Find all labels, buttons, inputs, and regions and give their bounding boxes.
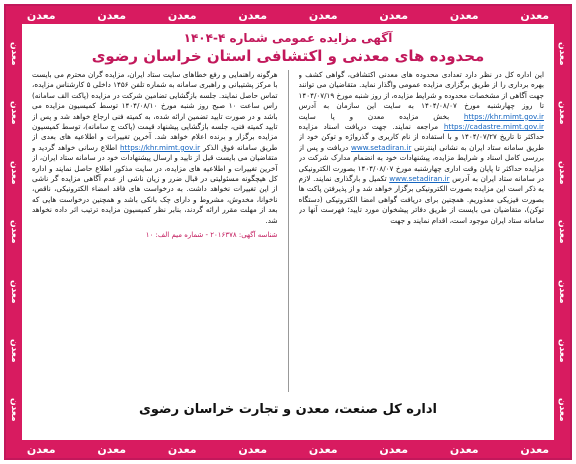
notice-subtitle: محدوده های معدنی و اکتشافی استان خراسان رضوی xyxy=(91,47,485,65)
paragraph: تکمیل و بارگذاری نمایند. لازم به ذکر است این مزایده بصورت الکترونیکی برگزار خواهد شد و از پذیرفتن پاکت ها بصورت فیزیکی معذوریم. همچنین برای دریافت گواهی امضا الکترونیکی (دستگاه توکن)، متقاضیان می بایست از طریق دفاتر پیشخوان مورد تایید؛ فهرست آنها در سامانه ستاد ایران موجود است، اقدام نمایند و جهت xyxy=(298,174,544,225)
setadiran-link[interactable]: www.setadiran.ir xyxy=(350,142,412,152)
banner-word: معدن xyxy=(9,101,19,125)
notice-id: شناسه آگهی: ۲۰۱۶۳۷۸ - شماره میم الف: ۱۰ xyxy=(145,231,278,240)
paragraph: دریافت و پس از بررسی کامل اسناد و شرایط مزایده، پیشنهادات خود به انضمام مدارک شرکت در مزایده حداکثر تا پایان وقت اداری چهارشنبه مورخ ۱۴۰۴/۰۸/۰۷ بصورت الکترونیکی در سامانه ستاد ایران به آدرس xyxy=(298,142,544,184)
right-banner xyxy=(554,24,570,440)
text-columns xyxy=(32,70,544,392)
banner-word: معدن xyxy=(26,442,56,456)
banner-word: معدن xyxy=(97,8,127,22)
banner-word: معدن xyxy=(449,8,479,22)
paragraph: بخش مزایده معدن و یا سایت xyxy=(298,111,450,121)
banner-word: معدن xyxy=(9,279,19,304)
banner-word: معدن xyxy=(557,220,567,244)
banner-word: معدن xyxy=(9,339,19,363)
setadiran-link[interactable]: www.setadiran.ir xyxy=(389,174,450,184)
banner-word: معدن xyxy=(449,442,479,456)
banner-word: معدن xyxy=(308,442,338,456)
banner-word: معدن xyxy=(520,442,550,456)
banner-word: معدن xyxy=(9,41,19,66)
banner-word: معدن xyxy=(9,398,19,423)
banner-word: معدن xyxy=(238,442,268,456)
cadastre-link[interactable]: https://cadastre.mimt.gov.ir xyxy=(443,122,544,132)
banner-word: معدن xyxy=(308,8,338,22)
notice-content xyxy=(22,24,554,440)
notice-title: آگهی مزایده عمومی شماره ۴-۱۴۰۴ xyxy=(183,31,393,45)
banner-word: معدن xyxy=(26,8,56,22)
khr-link[interactable]: https://khr.mimt.gov.ir xyxy=(120,142,201,152)
banner-word: معدن xyxy=(557,398,567,423)
banner-word: معدن xyxy=(379,8,409,22)
banner-word: معدن xyxy=(379,442,409,456)
banner-word: معدن xyxy=(557,41,567,66)
banner-word: معدن xyxy=(9,160,19,185)
top-banner xyxy=(6,6,570,24)
paragraph: این اداره کل در نظر دارد تعدادی محدوده های معدنی اکتشافی، گواهی کشف و بهره برداری را از طریق برگزاری مزایده عمومی واگذار نماید. متقاضیان می توانند جهت آگاهی از مشخصات محدوده و شرایط مزایده، از روز شنبه مورخ ۱۴۰۴/۰۷/۱۹ تا روز چهارشنبه مورخ ۱۴۰۴/۰۸/۰۷ به سایت این سازمان به آدرس xyxy=(298,70,544,111)
banner-word: معدن xyxy=(97,442,127,456)
banner-word: معدن xyxy=(557,279,567,304)
left-column xyxy=(32,70,278,392)
left-banner xyxy=(6,24,22,440)
notice-frame xyxy=(4,4,572,460)
paragraph: هرگونه راهنمایی و رفع خطاهای سایت ستاد ایران، مزایده گران محترم می بایست با مرکز پشتیبانی و راهبری سامانه به شماره تلفن ۱۴۵۶ داخلی ۵ کارشناس مزایده، تماس حاصل نمایند. جلسه بازگشایی تضامین شرکت در مزایده (پاکت الف سامانه) راس ساعت ۱۰ صبح روز شنبه مورخ ۱۴۰۴/۰۸/۱۰ توسط کمیسیون مزایده می باشد و در صورت تایید تضمین ارائه شده، به کمیته فنی ارجاع خواهد شد و پس از تایید کمیته فنی، جلسه بازگشایی پیشنهاد قیمت (پاکت ج سامانه)، توسط کمیسیون مزایده برگزار و برنده اعلام خواهد شد. آخرین تغییرات و اطلاعیه های بعدی از طریق سامانه فوق الذکر xyxy=(32,70,278,152)
organization-name: اداره کل صنعت، معدن و تجارت خراسان رضوی xyxy=(138,402,438,417)
paragraph: مراجعه نمایند. جهت دریافت اسناد مزایده حداکثر تا تاریخ ۱۴۰۴/۰۷/۲۷ و با استفاده از نام کاربری و گذرواژه و توکن خود از طریق سامانه ستاد ایران به نشانی اینترنتی xyxy=(298,122,544,152)
paragraph: اطلاع رسانی خواهد گردید و متقاضیان می بایست قبل از تایید و ارسال پیشنهادات خود در سامانه ستاد ایران، از آخرین تغییرات و اطلاعیه های مزایده، در سایت مذکور اطلاع حاصل نمایند و اداره کل هیچگونه مسئولیتی در قبال ضرر و زیان ناشی از عدم آگاهی مزایده گر ناشی از این تغییرات نخواهد داشت. به درخواست های فاقد امضاء الکترونیکی، ناقص، ناخوانا، مخدوش، مشروط و دارای چک بانکی باشد و همچنین درخواست هایی که بعد از مهلت مقرر ارائه گردند، بنابر نظر کمیسیون مزایده ترتیب اثر داده نخواهد شد. xyxy=(32,142,278,225)
bottom-banner xyxy=(6,440,570,458)
banner-word: معدن xyxy=(557,339,567,363)
khr-link[interactable]: https://khr.mimt.gov.ir xyxy=(463,111,544,121)
banner-word: معدن xyxy=(557,160,567,185)
banner-word: معدن xyxy=(9,220,19,244)
banner-word: معدن xyxy=(557,101,567,125)
right-column xyxy=(299,70,545,392)
banner-word: معدن xyxy=(167,8,197,22)
banner-word: معدن xyxy=(167,442,197,456)
banner-word: معدن xyxy=(238,8,268,22)
banner-word: معدن xyxy=(520,8,550,22)
column-divider xyxy=(288,70,289,392)
